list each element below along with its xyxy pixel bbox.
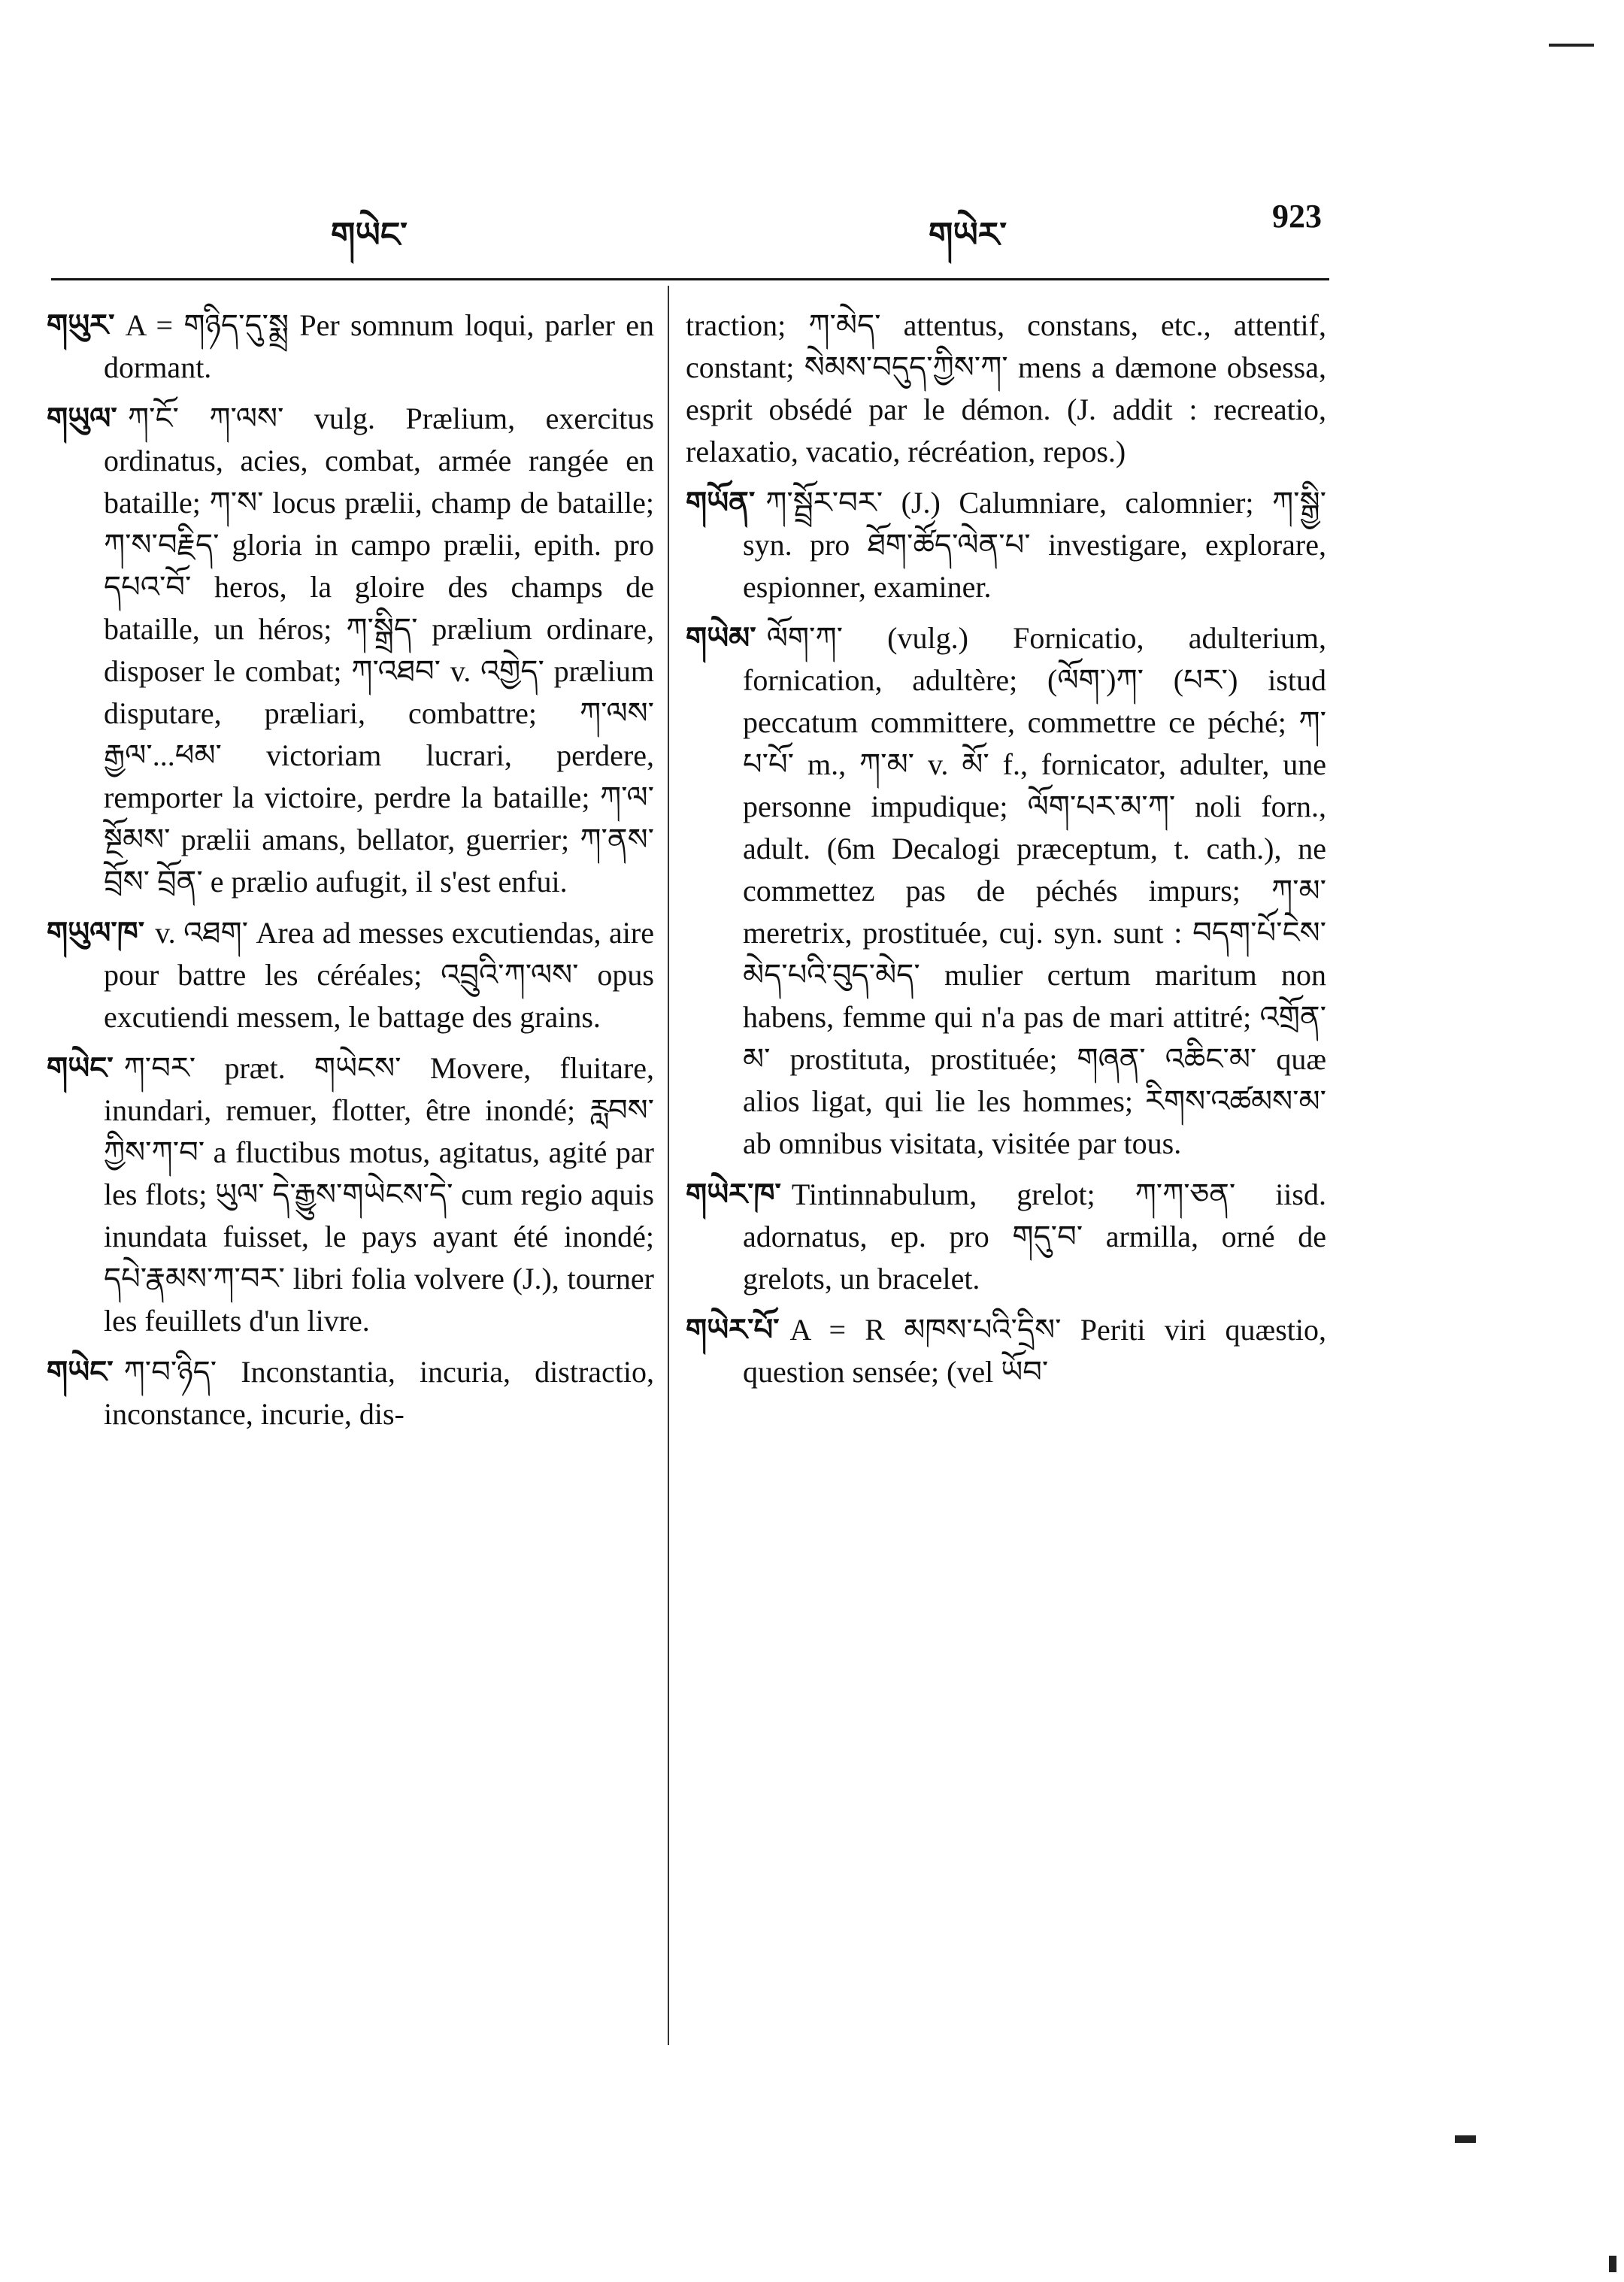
dictionary-entry (686, 1174, 1326, 1300)
entry-headword: གཡུལ་ཁ་ (47, 916, 145, 950)
dictionary-entry (686, 617, 1326, 1165)
entry-headword: གཡེང་ (47, 1051, 114, 1085)
entry-headword: གཡེར་ཁ་ (686, 1177, 781, 1211)
left-column (47, 305, 654, 1444)
entry-text: A = གཉིད་དུ་སྨྲ Per somnum loqui, parler en dormant. (104, 308, 654, 384)
dictionary-entry (47, 305, 654, 389)
entry-text: ལོག་ཀ་ (vulg.) Fornicatio, adulterium, fornication, adultère; (ལོག་)ཀ་ (པར་) istud peccatum committere, commettre ce péché; ཀ་པ་པོ་ m., ཀ་མ་ v. མོ་ f., fornicator, adulter, une personne impudique; ལོག་པར་མ་ཀ་ noli forn., adult. (6m Decalogi præceptum, t. cath.), ne commettez pas de péchés impurs; ཀ་མ་ meretrix, prostituée, cuj. syn. sunt : བདག་པོ་ངེས་མེད་པའི་བུད་མེད་ mulier certum maritum non habens, femme qui n'a pas de mari attitré; འགྲོན་མ་ prostituta, prostituée; གཞན་ འཆིང་མ་ quæ alios ligat, qui lie les hommes; རིགས་འཚམས་མ་ ab omnibus visitata, visitée par tous. (743, 621, 1326, 1160)
page-number: 923 (1272, 198, 1322, 235)
entry-continuation: traction; ཀ་མེད་ attentus, constans, etc., attentif, constant; སེམས་བདུད་ཀྱིས་ཀ་ mens a dæmone obsessa, esprit obsédé par le démon. (J. addit : recreatio, relaxatio, vacatio, récréation, repos.) (686, 308, 1326, 468)
running-head-left: གཡེང་ (331, 216, 408, 254)
scan-mark (1455, 2135, 1476, 2143)
entry-headword: གཡུལ་ (47, 402, 117, 435)
header-rule (51, 278, 1329, 280)
scan-mark (1549, 44, 1594, 47)
entry-text: ཀ་ངོ་ ཀ་ལས་ vulg. Prælium, exercitus ordinatus, acies, combat, armée rangée en bataille; ཀ་ས་ locus prælii, champ de bataille; ཀ་ས་བརྗིད་ gloria in campo prælii, epith. pro དཔའ་བོ་ heros, la gloire des champs de bataille, un héros; ཀ་སྒྲིད་ prælium ordinare, disposer le combat; ཀ་འཐབ་ v. འགྱེད་ prælium disputare, præliari, combattre; ཀ་ལས་རྒྱལ་...ཕམ་ victoriam lucrari, perdere, remporter la victoire, perdre la bataille; ཀ་ལ་སྔོམས་ prælii amans, bellator, guerrier; ཀ་ནས་བྲོས་ བྲོན་ e prælio aufugit, il s'est enfui. (104, 402, 654, 899)
dictionary-entry (686, 482, 1326, 608)
entry-text: v. འཐག་ Area ad messes excutiendas, aire pour battre les céréales; འབྲུའི་ཀ་ལས་ opus excutiendi messem, le battage des grains. (104, 916, 654, 1034)
scan-mark (1609, 2256, 1616, 2272)
running-head-center: གཡེར་ (929, 216, 1007, 254)
dictionary-entry (47, 1047, 654, 1342)
entry-text: A = R མཁས་པའི་དྲིས་ Periti viri quæstio, question sensée; (vel ཡོབ་ (743, 1313, 1326, 1389)
right-column (686, 305, 1326, 1402)
dictionary-entry (686, 1309, 1326, 1393)
entry-headword: གཡོན་ (686, 486, 756, 520)
entry-text: ཀ་སྦྲོར་བར་ (J.) Calumniare, calomnier; ཀ་སྒྱི་ syn. pro ཐོག་ཚོད་ལེན་པ་ investigare, explorare, espionner, examiner. (743, 486, 1326, 604)
entry-headword: གཡུར་ (47, 308, 115, 342)
entry-text: Tintinnabulum, grelot; ཀ་ཀ་ཅན་ iisd. adornatus, ep. pro གདུ་བ་ armilla, orné de grelots, un bracelet. (743, 1177, 1326, 1296)
entry-text: ཀ་བར་ præt. གཡེངས་ Movere, fluitare, inundari, remuer, flotter, être inondé; རླབས་ཀྱིས་ཀ་བ་ a fluctibus motus, agitatus, agité par les flots; ཡུལ་ དེ་རྒྱུས་གཡེངས་དེ་ cum regio aquis inundata fuisset, le pays ayant été inondé; དཔེ་རྣམས་ཀ་བར་ libri folia volvere (J.), tourner les feuillets d'un livre. (104, 1051, 654, 1338)
entry-headword: གཡེར་པོ་ (686, 1313, 780, 1347)
entry-headword: གཡེང་ (47, 1355, 114, 1389)
column-divider (668, 286, 669, 2045)
entry-text: ཀ་བ་ཉིད་ Inconstantia, incuria, distractio, inconstance, incurie, dis- (104, 1355, 654, 1431)
entry-headword: གཡེམ་ (686, 621, 756, 655)
dictionary-entry (47, 1351, 654, 1435)
dictionary-entry (47, 398, 654, 903)
dictionary-entry (47, 912, 654, 1038)
